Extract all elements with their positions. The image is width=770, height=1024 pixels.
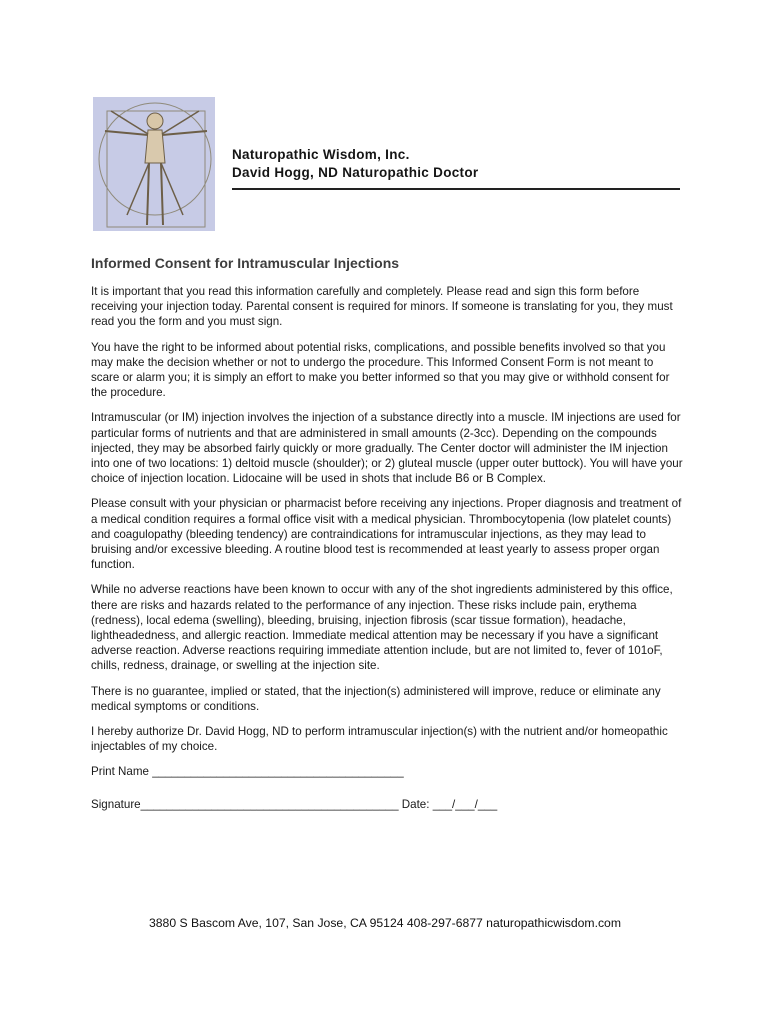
vitruvian-man-icon — [93, 97, 215, 231]
document-title: Informed Consent for Intramuscular Injections — [91, 255, 400, 271]
paragraph-guarantee: There is no guarantee, implied or stated, that the injection(s) administered will improve, reduce or eliminate any medical symptoms or conditions. — [91, 684, 661, 713]
paragraph-procedure: Intramuscular (or IM) injection involves the injection of a substance directly into a muscle. IM injections are used for particular forms of nutrients and that are administered in small amounts (2-3cc). Depending on the compounds injected, they may be absorbed fairly quickly or more gradually. The Center doctor will administer the IM injection into one of two locations: 1) deltoid muscle (shoulder); or 2) gluteal muscle (upper outer buttock). You will have your choice of injection location. Lidocaine will be used in shots that include B6 or B Complex. — [91, 411, 683, 486]
paragraph-risks: While no adverse reactions have been known to occur with any of the shot ingredients administered by this office, there are risks and hazards related to the performance of any injection. These risks include pain, erythema (redness), local edema (swelling), bleeding, bruising, injection fibrosis (scar tissue formation), headache, lightheadedness, and allergic reaction. Immediate medical attention may be necessary if you have a significant adverse reaction. Adverse reactions requiring immediate attention include, but are not limited to, fever of 101oF, chills, redness, drainage, or swelling at the injection site. — [91, 583, 673, 673]
doctor-name: David Hogg, ND Naturopathic Doctor — [232, 165, 479, 180]
paragraph-rights: You have the right to be informed about potential risks, complications, and possible benefits involved so that you may make the decision whether or not to undergo the procedure. This Informed Consent Form is not meant to scare or alarm you; it is simply an effort to make you better informed so that you may give or withhold consent for the procedure. — [91, 340, 670, 400]
footer-contact: 3880 S Bascom Ave, 107, San Jose, CA 95124 408-297-6877 naturopathicwisdom.com — [148, 916, 621, 930]
print-name-field[interactable]: Print Name _______________________________________ — [91, 765, 404, 779]
header-divider — [232, 188, 680, 190]
signature-date-field[interactable]: Signature________________________________________ Date: ___/___/___ — [91, 797, 498, 811]
logo-vitruvian-man — [93, 97, 215, 231]
paragraph-intro: It is important that you read this information carefully and completely. Please read and sign this form before receiving your injection today. Parental consent is required for minors. If someone is translating for you, they must read you the form and you must sign. — [91, 285, 673, 329]
paragraph-authorization: I hereby authorize Dr. David Hogg, ND to perform intramuscular injection(s) with the nutrient and/or homeopathic injectables of my choice. — [91, 725, 668, 754]
company-name: Naturopathic Wisdom, Inc. — [232, 147, 410, 162]
letterhead — [232, 146, 680, 190]
paragraph-consult: Please consult with your physician or pharmacist before receiving any injections. Proper diagnosis and treatment of a medical condition requires a formal office visit with a medical physician. Thrombocytopenia (low platelet counts) and coagulopathy (bleeding tendency) are contraindications for intramuscular injections, as they may lead to bruising and/or excessive bleeding. A routine blood test is recommended at least yearly to assess proper organ function. — [91, 497, 682, 572]
consent-document — [91, 255, 683, 812]
